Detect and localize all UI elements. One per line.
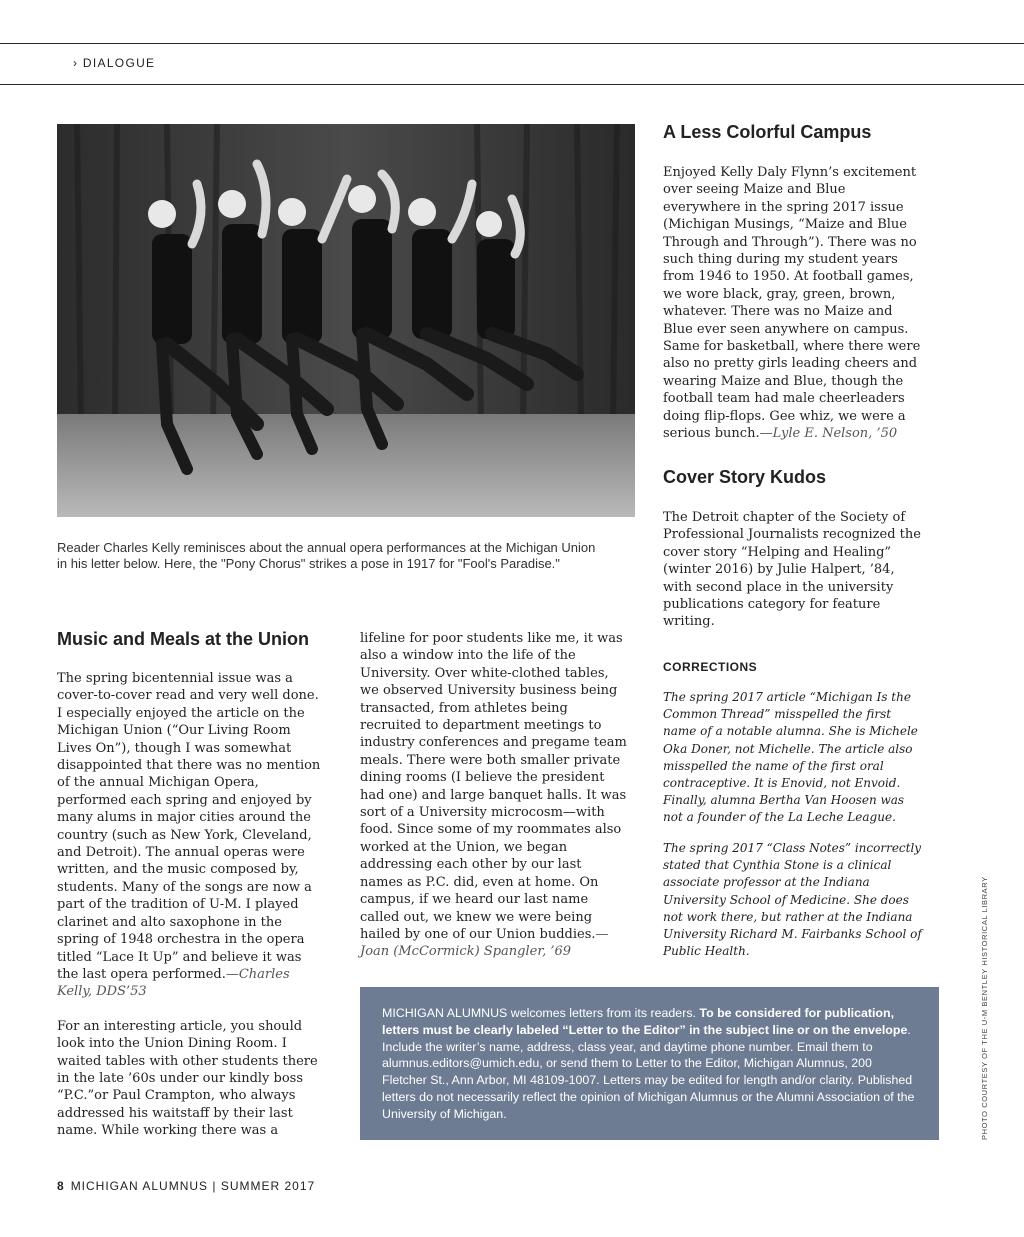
publication-name: MICHIGAN ALUMNUS | SUMMER 2017 [70, 1179, 316, 1193]
music-letter-column-2 [360, 630, 628, 961]
music-letter-p2: For an interesting article, you should look into the Union Dining Room. I waited tables with other students there in the late ’60s under our kindly boss “P.C.”or Paul Crampton, who always addressed his waitstaff by their last name. While working there was a [57, 1018, 318, 1139]
music-letter-p2-continued: lifeline for poor students like me, it was also a window into the life of the University. Over white-clothed tables, we observed University business being transacted, from athletes being recruited to department meetings to industry conferences and pregame team meals. There were both smaller private dining rooms (I believe the president had one) and large banquet halls. It was sort of a University microcosm—with food. Since some of my roommates also worked at the Union, we began addressing each other by our last names as P.C. did, even at home. On campus, if we heard our last name called out, we knew we were being hailed by one of our Union buddies. [360, 631, 627, 942]
page-number: 8 [57, 1179, 65, 1193]
kudos-letter [663, 509, 925, 631]
music-letter-p1-signature: —Charles Kelly, DDS’53 [57, 966, 290, 1000]
colorful-letter-body: Enjoyed Kelly Daly Flynn’s excitement over seeing Maize and Blue everywhere in the spring 2017 issue (Michigan Musings, “Maize and Blue Through and Through”). There was no such thing during my student years from 1946 to 1950. At football games, we wore black, gray, green, brown, whatever. There was no Maize and Blue ever seen anywhere on campus. Same for basketball, where there were also no pretty girls leading cheers and wearing Maize and Blue, though the football team had male cheerleaders doing flip-flops. Gee whiz, we were a serious bunch. [663, 165, 921, 442]
kudos-heading: Cover Story Kudos [663, 467, 827, 487]
top-rule [0, 43, 1024, 44]
section-label: › DIALOGUE [73, 56, 156, 70]
music-heading: Music and Meals at the Union [57, 629, 310, 649]
notice-lead: MICHIGAN ALUMNUS welcomes letters from its readers. [382, 1006, 700, 1020]
music-letter-p2-signature: —Joan (McCormick) Spangler, ’69 [360, 926, 609, 960]
notice-bold: To be considered for publication, letters must be clearly labeled “Letter to the Editor” in the subject line or on the envelope [382, 1006, 908, 1037]
correction-1: The spring 2017 article “Michigan Is the Common Thread” misspelled the first name of a notable alumna. She is Michele Oka Doner, not Michelle. The article also misspelled the name of the first oral contraceptive. It is Enovid, not Envoid. Finally, alumna Bertha Van Hoosen was not a founder of the La Leche League. [663, 690, 918, 825]
colorful-letter-signature: —Lyle E. Nelson, ’50 [759, 426, 898, 442]
pony-chorus-photo [57, 124, 635, 517]
colorful-letter [663, 164, 925, 443]
photo-credit: PHOTO COURTESY OF THE U-M BENTLEY HISTORICAL LIBRARY [980, 876, 989, 1140]
colorful-heading: A Less Colorful Campus [663, 122, 872, 142]
music-letter-column-1 [57, 670, 325, 1140]
corrections-heading: CORRECTIONS [663, 660, 758, 674]
music-letter-p1: The spring bicentennial issue was a cover-to-cover read and very well done. I especially enjoyed the article on the Michigan Union (“Our Living Room Lives On”), though I was somewhat disappointed that there was no mention of the annual Michigan Opera, performed each spring and enjoyed by many alums in major cities around the country (such as New York, Cleveland, and Detroit). The annual operas were written, and the music composed by, students. Many of the songs are now a part of the tradition of U-M. I played clarinet and alto saxophone in the spring of 1948 orchestra in the opera titled “Lace It Up” and believe it was the last opera performed. [57, 671, 321, 982]
letters-policy-box [360, 987, 939, 1140]
correction-2: The spring 2017 “Class Notes” incorrectly stated that Cynthia Stone is a clinical associate professor at the Indiana University School of Medicine. She does not work there, but rather at the Indiana University Richard M. Fairbanks School of Public Health. [663, 841, 922, 959]
page-footer [57, 1179, 315, 1193]
header-rule [0, 84, 1024, 85]
notice-rest: . Include the writer’s name, address, class year, and daytime phone number. Email them to alumnus.editors@umich.edu, or send them to Letter to the Editor, Michigan Alumnus, 200 Fletcher St., Ann Arbor, MI 48109-1007. Letters may be edited for length and/or clarity. Published letters do not necessarily reflect the opinion of Michigan Alumnus or the Alumni Association of the University of Michigan. [382, 1022, 915, 1121]
photo-caption: Reader Charles Kelly reminisces about the annual opera performances at the Michigan Union in his letter below. Here, the "Pony Chorus" strikes a pose in 1917 for "Fool's Paradise." [57, 540, 596, 571]
kudos-letter-body: The Detroit chapter of the Society of Professional Journalists recognized the cover story “Helping and Healing” (winter 2016) by Julie Halpert, ’84, with second place in the university publications category for feature writing. [663, 510, 921, 630]
